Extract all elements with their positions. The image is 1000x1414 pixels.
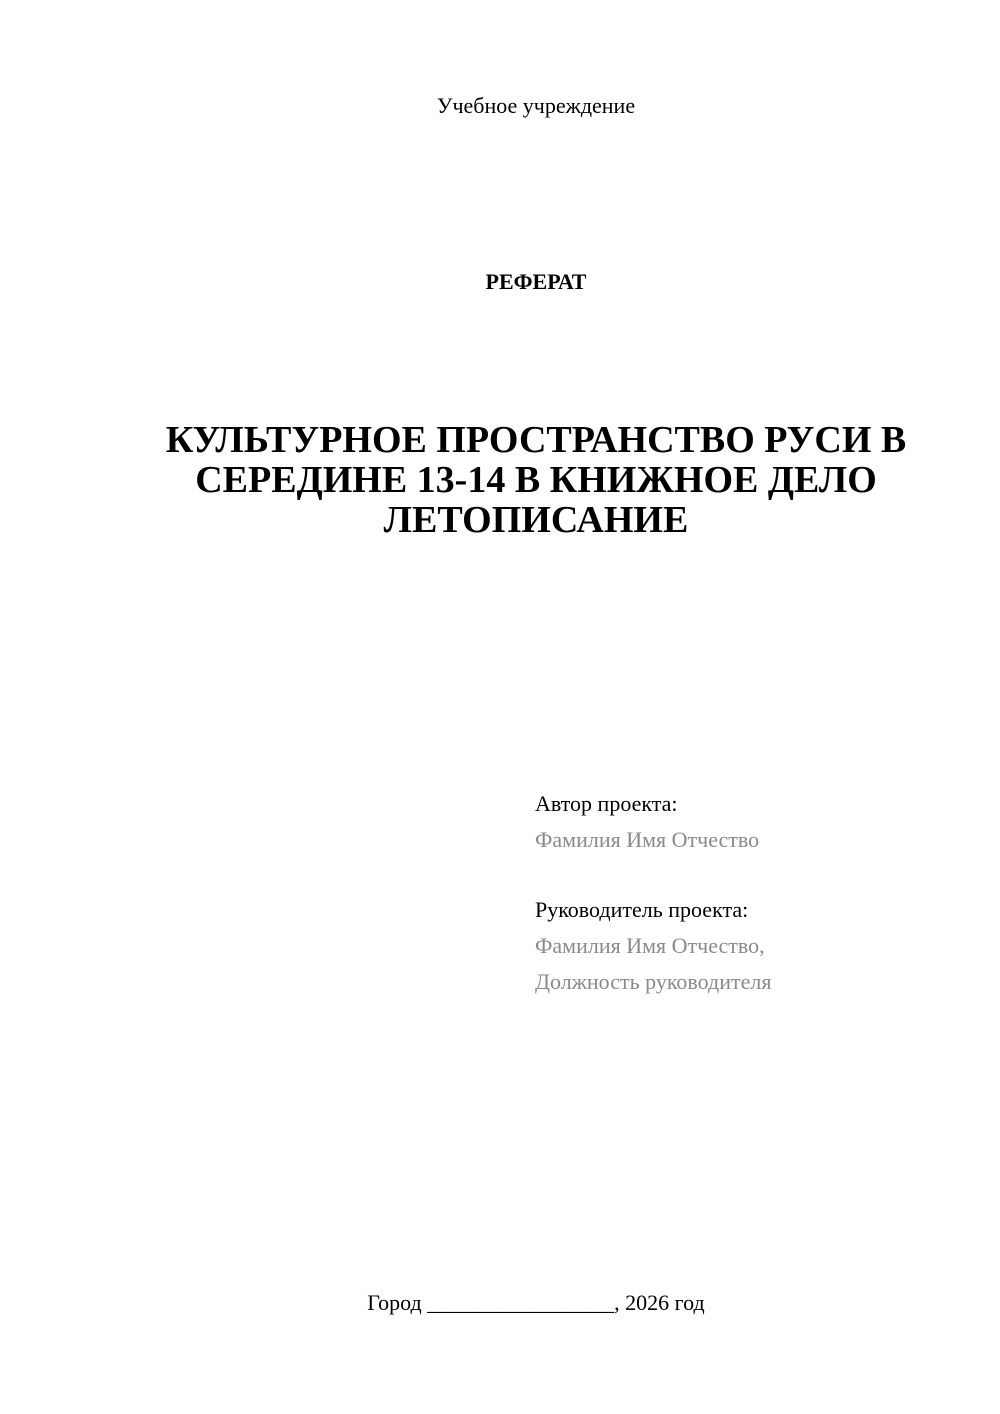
supervisor-position: Должность руководителя — [535, 969, 772, 994]
supervisor-label: Руководитель проекта: — [535, 897, 749, 922]
author-name: Фамилия Имя Отчество — [535, 827, 760, 852]
title-line: ЛЕТОПИСАНИЕ — [383, 499, 689, 541]
institution-name: Учебное учреждение — [436, 93, 636, 118]
city-year-line: Город _________________, 2026 год — [367, 1290, 705, 1315]
author-label: Автор проекта: — [535, 791, 678, 816]
title-line: СЕРЕДИНЕ 13-14 В КНИЖНОЕ ДЕЛО — [195, 459, 877, 501]
document-type: РЕФЕРАТ — [485, 269, 587, 294]
title-line: КУЛЬТУРНОЕ ПРОСТРАНСТВО РУСИ В — [165, 419, 907, 461]
document-title — [140, 420, 932, 540]
supervisor-name: Фамилия Имя Отчество, — [535, 933, 765, 958]
supervisor-block — [535, 892, 975, 1000]
author-block — [535, 786, 975, 858]
